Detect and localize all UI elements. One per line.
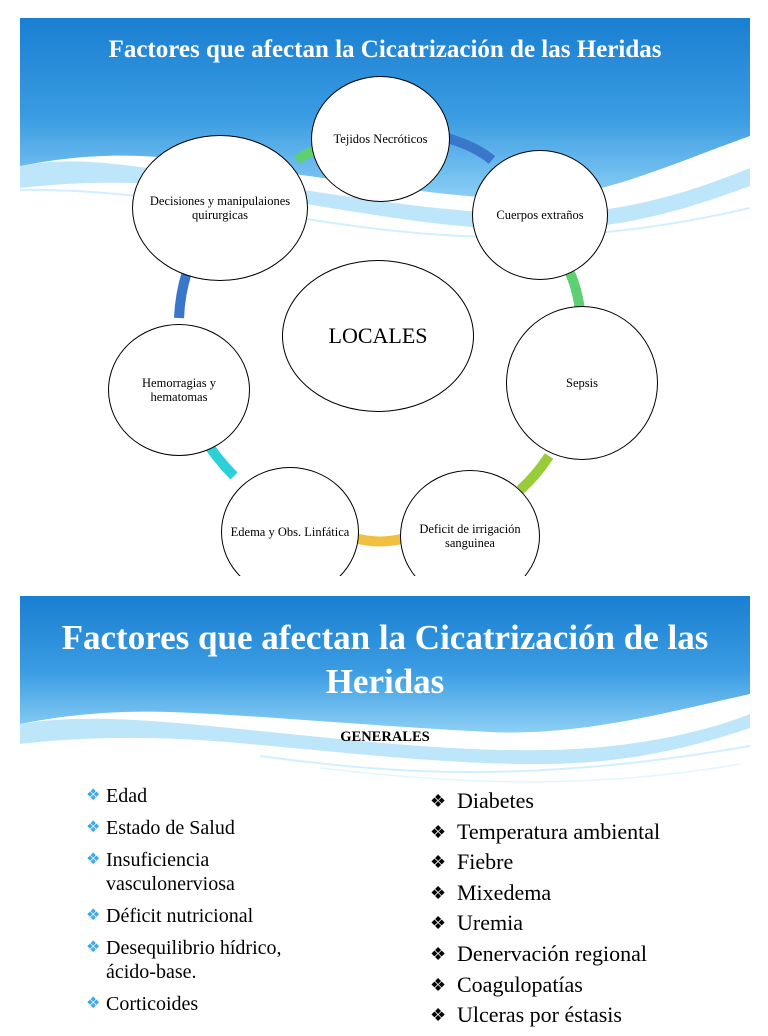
list-item xyxy=(86,936,336,984)
list-item-text: Estado de Salud xyxy=(106,817,235,839)
list-item-text: Corticoides xyxy=(106,993,199,1015)
section-heading-generales: GENERALES xyxy=(340,729,430,745)
ring-segment-yellow xyxy=(355,538,405,542)
list-item-text: Déficit nutricional xyxy=(106,905,254,927)
list-item xyxy=(430,847,660,878)
list-item xyxy=(430,1000,660,1031)
list-item xyxy=(86,992,336,1016)
diamond-bullet-icon: ❖ xyxy=(86,819,101,836)
ring-segment-blue-top xyxy=(447,138,492,160)
diamond-bullet-icon: ❖ xyxy=(86,851,101,868)
node-tejidos-necroticos: Tejidos Necróticos xyxy=(311,76,450,202)
diamond-bullet-icon: ❖ xyxy=(86,787,101,804)
list-item xyxy=(430,786,660,817)
diamond-bullet-icon: ❖ xyxy=(430,882,447,903)
slide-locales xyxy=(20,18,750,576)
list-item-text: Ulceras por éstasis xyxy=(457,1002,622,1028)
diamond-bullet-icon: ❖ xyxy=(430,1005,447,1026)
diamond-bullet-icon: ❖ xyxy=(86,939,101,956)
list-item xyxy=(86,784,336,808)
list-item xyxy=(430,970,660,1001)
list-item xyxy=(430,878,660,909)
list-item-text: Diabetes xyxy=(457,788,534,813)
left-factor-list xyxy=(86,784,336,1024)
list-item xyxy=(86,816,336,840)
center-node-locales: LOCALES xyxy=(282,260,474,412)
list-item-text: Temperatura ambiental xyxy=(457,818,661,844)
list-item xyxy=(430,817,660,848)
ring-segment-lime xyxy=(520,456,549,490)
right-factor-list xyxy=(430,786,660,1031)
node-edema-linfatica: Edema y Obs. Linfática xyxy=(221,467,359,576)
diamond-bullet-icon: ❖ xyxy=(430,913,447,934)
diamond-bullet-icon: ❖ xyxy=(430,852,447,873)
node-hemorragias: Hemorragias y hematomas xyxy=(108,324,250,456)
list-item-text: Uremia xyxy=(457,910,523,936)
list-item xyxy=(430,939,660,970)
list-item-text: Denervación regional xyxy=(457,940,647,966)
list-item-text: Edad xyxy=(106,785,148,807)
diamond-bullet-icon: ❖ xyxy=(430,943,447,964)
diamond-bullet-icon: ❖ xyxy=(86,995,101,1012)
diamond-bullet-icon: ❖ xyxy=(430,821,447,842)
node-decisiones-quirurgicas: Decisiones y manipulaiones quirurgicas xyxy=(132,135,308,281)
slide-generales xyxy=(20,596,750,1036)
diamond-bullet-icon: ❖ xyxy=(86,907,101,924)
slide-title: Factores que afectan la Cicatrización de las Heridas xyxy=(61,618,709,701)
list-item-text: Mixedema xyxy=(457,879,552,905)
list-item-text: Desequilibrio hídrico, ácido-base. xyxy=(106,937,282,983)
list-item-text: Fiebre xyxy=(457,849,514,875)
slide-title: Factores que afectan la Cicatrización de las Heridas xyxy=(108,36,662,63)
diamond-bullet-icon: ❖ xyxy=(430,791,447,811)
list-item xyxy=(86,904,336,928)
list-item-text: Coagulopatías xyxy=(457,971,583,997)
list-item xyxy=(430,908,660,939)
list-item xyxy=(86,848,336,896)
diamond-bullet-icon: ❖ xyxy=(430,974,447,995)
list-item-text: Insuficiencia vasculonerviosa xyxy=(106,849,235,895)
ring-segment-blue-left xyxy=(179,272,187,318)
node-sepsis: Sepsis xyxy=(506,306,658,460)
node-cuerpos-extranos: Cuerpos extraños xyxy=(472,150,608,280)
node-deficit-irrigacion: Deficit de irrigación sanguinea xyxy=(400,470,540,576)
